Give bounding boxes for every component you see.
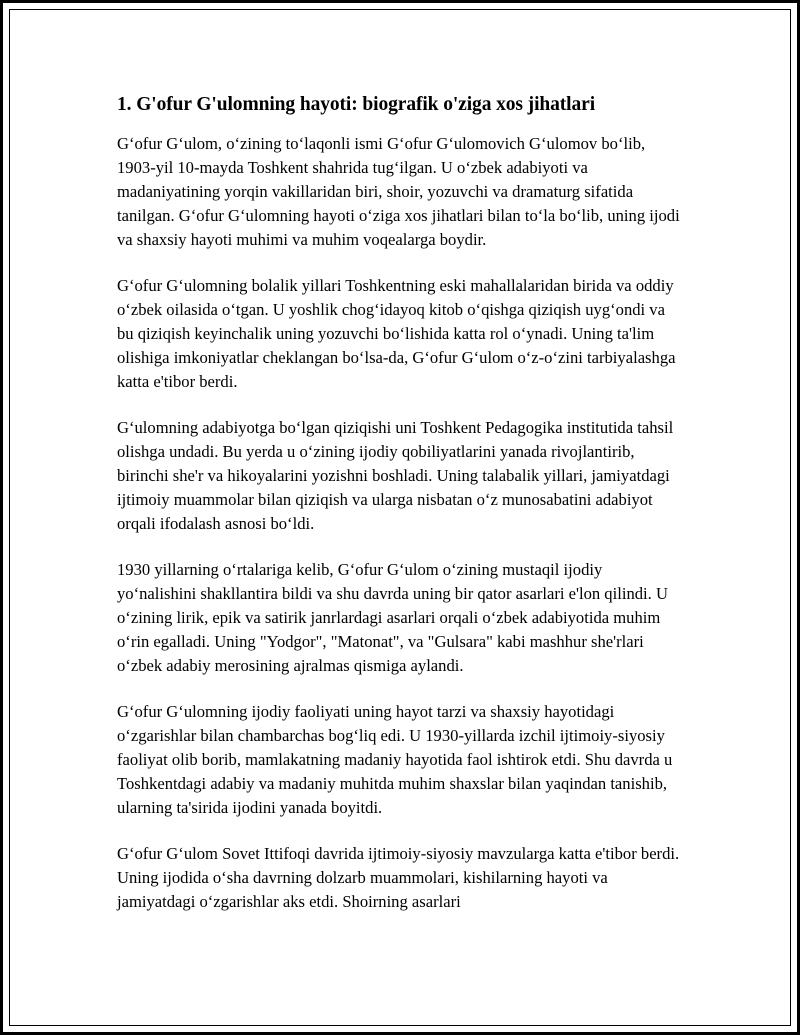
paragraph-5: Gʻofur Gʻulomning ijodiy faoliyati uning hayot tarzi va shaxsiy hayotidagi oʻzgarishlar bilan chambarchas bogʻliq edi. U 1930-yillarda izchil ijtimoiy-siyosiy faoliyat olib borib, mamlakatning madaniy hayotida faol ishtirok etdi. Shu davrda u Toshkentdagi adabiy va madaniy muhitda muhim shaxslar bilan yaqindan tanishib, ularning ta'sirida ijodini yanada boyitdi. (117, 702, 673, 817)
paragraph-4: 1930 yillarning oʻrtalariga kelib, Gʻofur Gʻulom oʻzining mustaqil ijodiy yoʻnalishini shakllantira bildi va shu davrda uning bir qator asarlari e'lon qilindi. U oʻzining lirik, epik va satirik janrlardagi asarlari orqali oʻzbek adabiyotida muhim oʻrin egalladi. Uning "Yodgor", "Matonat", va "Gulsara" kabi mashhur she'rlari oʻzbek adabiy merosining ajralmas qismiga aylandi. (117, 560, 668, 675)
paragraph-2: Gʻofur Gʻulomning bolalik yillari Toshkentning eski mahallalaridan birida va oddiy oʻzbek oilasida oʻtgan. U yoshlik chogʻidayoq kitob oʻqishga qiziqish uygʻondi va bu qiziqish keyinchalik uning yozuvchi boʻlishida katta rol oʻynadi. Uning ta'lim olishiga imkoniyatlar cheklangan boʻlsa-da, Gʻofur Gʻulom oʻz-oʻzini tarbiyalashga katta e'tibor berdi. (117, 276, 676, 391)
section-heading: 1. G'ofur G'ulomning hayoti: biografik o'ziga xos jihatlari (117, 94, 596, 115)
document-body (117, 92, 685, 936)
paragraph-6: Gʻofur Gʻulom Sovet Ittifoqi davrida ijtimoiy-siyosiy mavzularga katta e'tibor berdi. Uning ijodida oʻsha davrning dolzarb muammolari, kishilarning hayoti va jamiyatdagi oʻzgarishlar aks etdi. Shoirning asarlari (117, 844, 680, 911)
paragraph-3: Gʻulomning adabiyotga boʻlgan qiziqishi uni Toshkent Pedagogika institutida tahsil olishga undadi. Bu yerda u oʻzining ijodiy qobiliyatlarini yanada rivojlantirib, birinchi she'r va hikoyalarini yozishni boshladi. Uning talabalik yillari, jamiyatdagi ijtimoiy muammolar bilan qiziqish va ularga nisbatan oʻz munosabatini adabiyot orqali ifodalash asnosi boʻldi. (117, 418, 674, 533)
paragraph-1: Gʻofur Gʻulom, oʻzining toʻlaqonli ismi Gʻofur Gʻulomovich Gʻulomov boʻlib, 1903-yil 10-mayda Toshkent shahrida tugʻilgan. U oʻzbek adabiyoti va madaniyatining yorqin vakillaridan biri, shoir, yozuvchi va dramaturg sifatida tanilgan. Gʻofur Gʻulomning hayoti oʻziga xos jihatlari bilan toʻla boʻlib, uning ijodi va shaxsiy hayoti muhimi va muhim voqealarga boydir. (117, 134, 680, 249)
